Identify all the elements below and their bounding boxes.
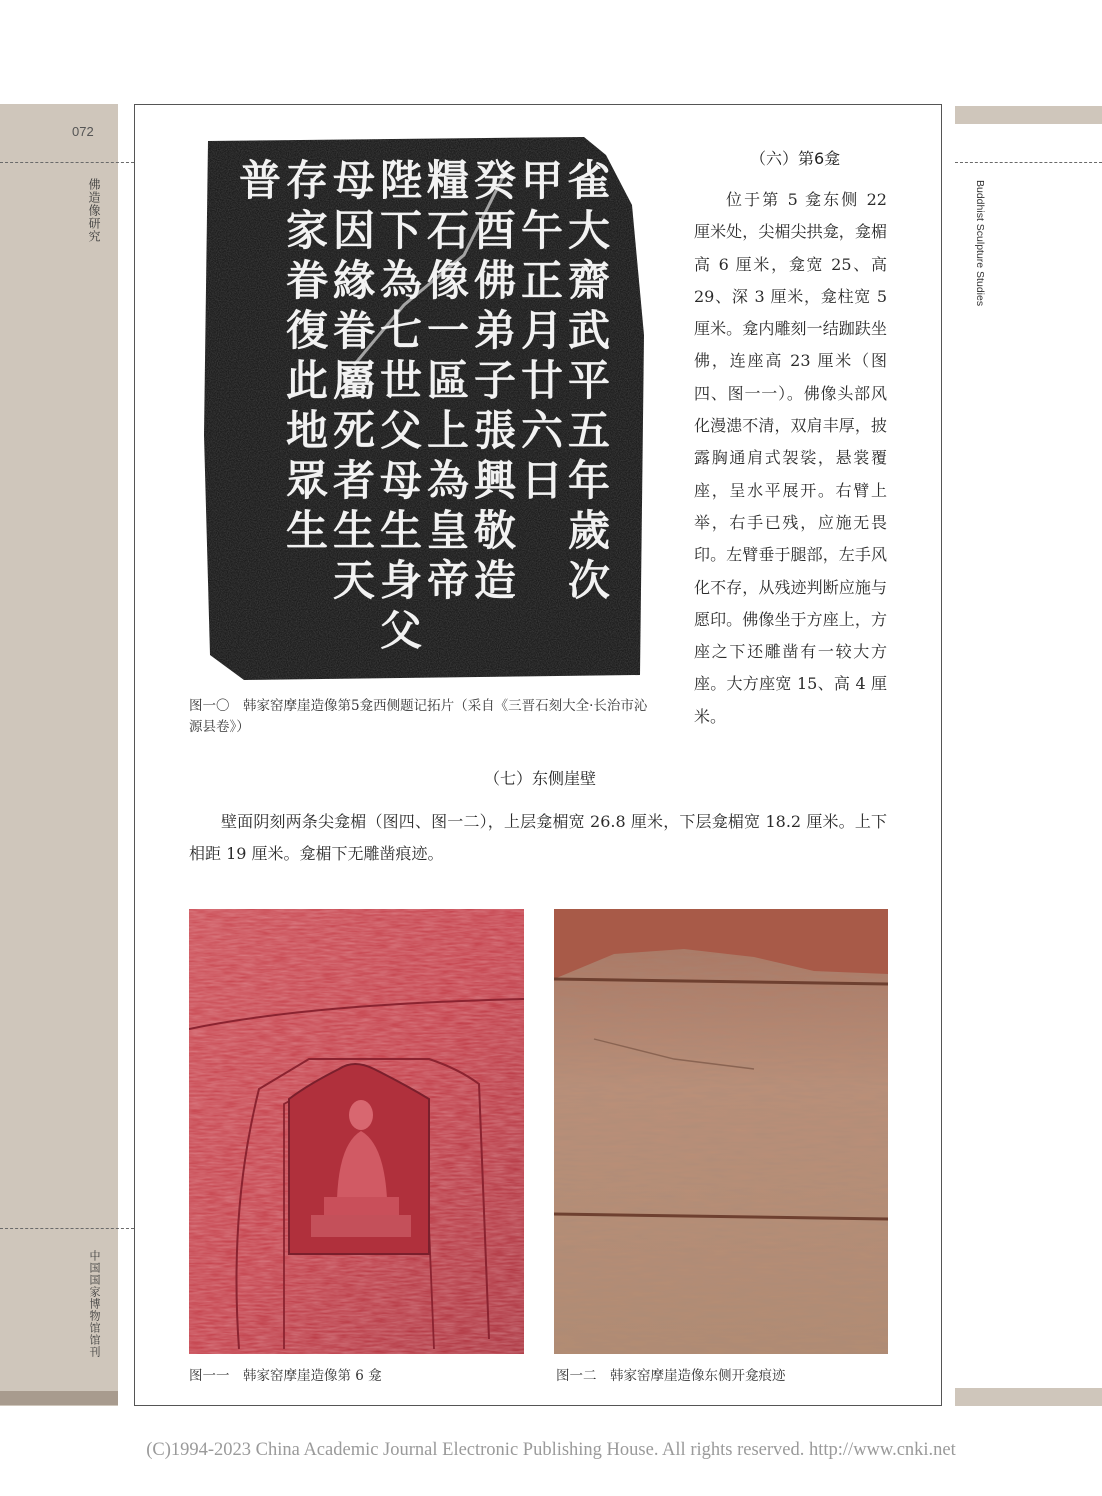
copyright-footer: (C)1994-2023 China Academic Journal Electronic Publishing House. All rights reserved. http://www.cnki.net: [146, 1440, 956, 1460]
journal-english-title: Buddhist Sculpture Studies: [974, 180, 986, 307]
inscription-column: 普: [238, 156, 282, 205]
journal-vertical-title: 佛造像研究: [87, 178, 101, 243]
right-tab-bottom: [955, 1388, 1102, 1406]
figure-11-photo: [189, 909, 524, 1354]
rubbing-image: [204, 135, 644, 680]
left-margin-band: [0, 104, 118, 1406]
figure-10-caption: 图一〇 韩家窑摩崖造像第5龛西侧题记拓片（采自《三晋石刻大全·长治市沁源县卷》）: [189, 698, 648, 735]
right-tab-top: [955, 106, 1102, 124]
section-6-paragraph: 位于第 5 龛东侧 22 厘米处，尖楣尖拱龛，龛楣高 6 厘米，龛宽 25、高 29、深 3 厘米，龛柱宽 5 厘米。龛内雕刻一结跏趺坐佛，连座高 23 厘米（图四、图一一）。佛像头部风化漫漶不清，双肩丰厚，披露胸通肩式袈裟，悬裳覆座，呈水平展开。右臂上举，右手已残，应施无畏印。左臂垂于腿部，左手风化不存，从残迹判断应施与愿印。佛像坐于方座上，方座之下还雕凿有一较大方座。大方座宽 15、高 4 厘米。: [694, 190, 887, 726]
inscription-column: 糧石像一區上為皇帝: [426, 156, 470, 605]
figure-12-photo: [554, 909, 888, 1354]
inscription-column: 陛下為七世父母生身父: [379, 156, 423, 655]
inscription-column: 母因緣眷屬死者生天: [332, 156, 376, 605]
figure-11-caption: 图一一 韩家窑摩崖造像第 6 龛: [189, 1368, 382, 1384]
inscription-column: 雀大齋武平五年歲次: [567, 156, 611, 605]
inscription-column: 癸酉佛弟子張興敬造: [473, 156, 517, 605]
page-number: 072: [72, 124, 94, 139]
left-divider-bottom: [0, 1228, 134, 1229]
section-7-title: （七）东侧崖壁: [484, 769, 597, 788]
inscription-column: 甲午正月廿六日: [520, 156, 564, 505]
figure-12-caption: 图一二 韩家窑摩崖造像东侧开龛痕迹: [556, 1368, 786, 1384]
section-7-paragraph: 壁面阴刻两条尖龛楣（图四、图一二），上层龛楣宽 26.8 厘米，下层龛楣宽 18.2 厘米。上下相距 19 厘米。龛楣下无雕凿痕迹。: [189, 812, 887, 864]
inscription-column: 存家眷復此地眾生: [285, 156, 329, 555]
publisher-vertical-title: 中国国家博物馆馆刊: [88, 1250, 101, 1358]
left-margin-band-footer: [0, 1391, 118, 1405]
right-divider: [955, 162, 1102, 163]
section-6-title: （六）第6龛: [750, 149, 841, 168]
left-divider-top: [0, 162, 134, 163]
